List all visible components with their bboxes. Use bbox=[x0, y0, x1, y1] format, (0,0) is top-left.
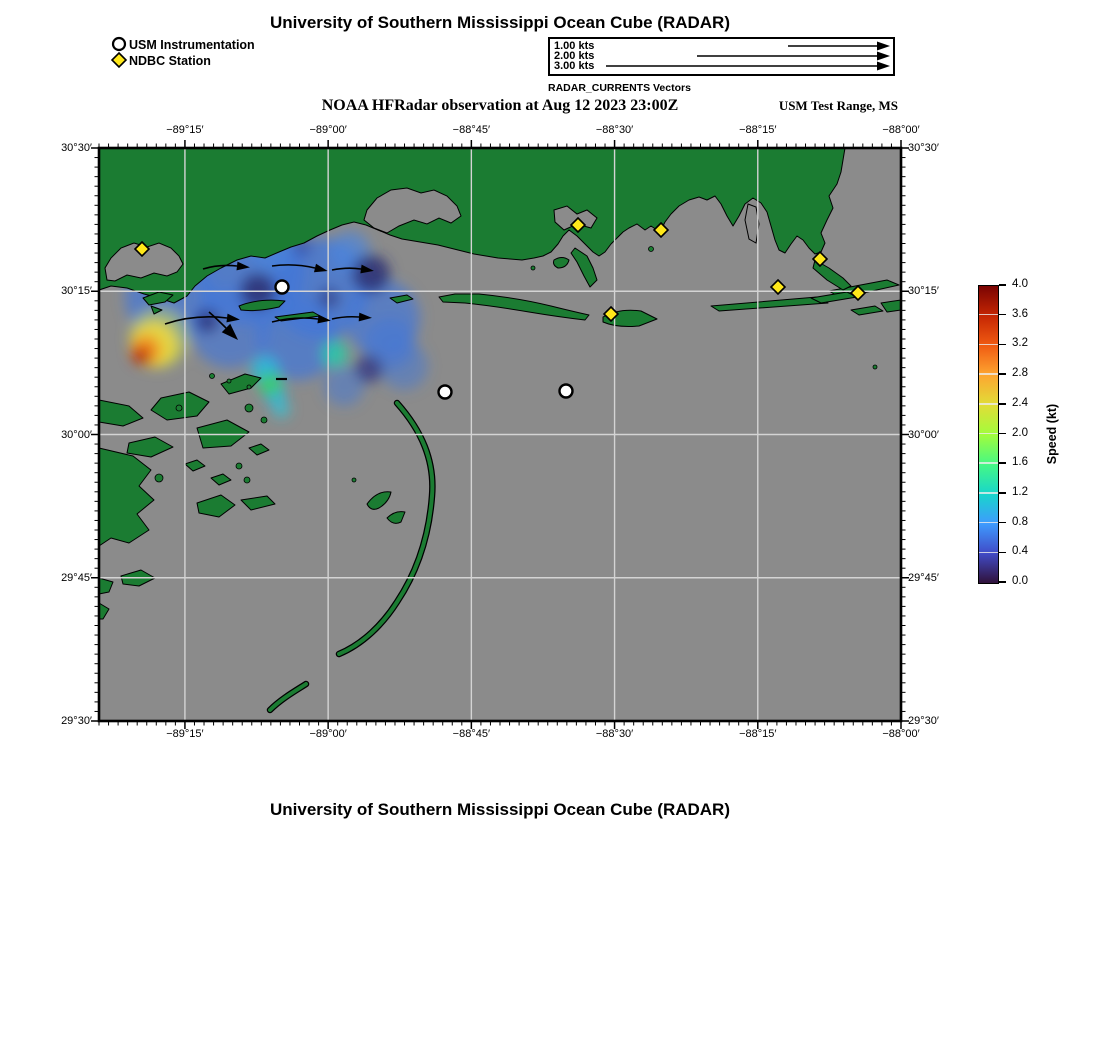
map-canvas bbox=[99, 148, 901, 721]
colorbar-tick-label: 4.0 bbox=[1012, 278, 1028, 290]
map-subtitle: NOAA HFRadar observation at Aug 12 2023 23:00Z bbox=[321, 97, 679, 114]
colorbar-title: Speed (kt) bbox=[1045, 403, 1059, 465]
islet-dot bbox=[227, 379, 231, 383]
y-axis-label-left: 30°30′ bbox=[61, 142, 92, 154]
y-axis-label-left: 29°30′ bbox=[61, 715, 92, 727]
colorbar-tick bbox=[999, 314, 1006, 316]
x-axis-label-bottom: −88°00′ bbox=[882, 728, 920, 740]
speed-blob bbox=[318, 287, 340, 309]
colorbar-tick-label: 0.4 bbox=[1012, 545, 1028, 558]
usm-circle-icon bbox=[113, 38, 125, 50]
usm-station-marker bbox=[439, 386, 452, 399]
colorbar-tick-label: 0.8 bbox=[1012, 515, 1028, 528]
scale-arrow-head bbox=[877, 52, 890, 61]
colorbar-tick-label: 2.4 bbox=[1012, 396, 1028, 409]
page-title: University of Southern Mississippi Ocean Cube (RADAR) bbox=[269, 13, 730, 32]
colorbar-tick bbox=[999, 433, 1006, 435]
colorbar-tick bbox=[999, 552, 1006, 554]
x-axis-label-bottom: −89°00′ bbox=[309, 728, 347, 740]
colorbar-tick-label: 3.6 bbox=[1012, 307, 1028, 320]
islet-dot bbox=[244, 477, 250, 483]
vector-scale-caption: RADAR_CURRENTS Vectors bbox=[548, 82, 691, 94]
usm-station-marker bbox=[560, 385, 573, 398]
speed-blob bbox=[322, 341, 348, 367]
vector-scale-2kt-label: 2.00 kts bbox=[554, 50, 595, 62]
colorbar-tick bbox=[999, 462, 1006, 464]
y-axis-label-left: 30°00′ bbox=[61, 428, 92, 441]
speed-blob bbox=[272, 400, 290, 418]
y-axis-label-left: 30°15′ bbox=[61, 285, 92, 298]
colorbar-tick bbox=[999, 344, 1006, 346]
colorbar-tick-label: 0.0 bbox=[1012, 575, 1028, 587]
colorbar-tick-label: 1.2 bbox=[1012, 485, 1028, 498]
colorbar-tick bbox=[999, 522, 1006, 524]
x-axis-label-bottom: −89°15′ bbox=[166, 728, 204, 740]
speed-blob bbox=[258, 372, 282, 396]
colorbar-tick-label: 1.6 bbox=[1012, 456, 1028, 469]
islet-dot bbox=[247, 385, 251, 389]
legend-ndbc-label: NDBC Station bbox=[129, 54, 211, 68]
x-axis-label-top: −89°00′ bbox=[309, 124, 347, 136]
speed-blob bbox=[355, 355, 383, 383]
islet-dot bbox=[155, 474, 163, 482]
islet-dot bbox=[649, 247, 654, 252]
colorbar-tick bbox=[999, 373, 1006, 375]
y-axis-label-right: 30°00′ bbox=[908, 428, 939, 441]
colorbar-tick-label: 3.2 bbox=[1012, 337, 1028, 350]
islet-dot bbox=[236, 463, 242, 469]
range-label: USM Test Range, MS bbox=[778, 98, 898, 113]
colorbar-tick bbox=[999, 492, 1006, 494]
vector-scale-3kt-label: 3.00 kts bbox=[554, 60, 595, 72]
colorbar-tick-label: 2.0 bbox=[1012, 426, 1028, 439]
vector-scale-box bbox=[548, 37, 895, 76]
usm-station-marker bbox=[276, 281, 289, 294]
legend-usm-label: USM Instrumentation bbox=[129, 38, 255, 52]
islet-dot bbox=[210, 374, 215, 379]
colorbar-tick bbox=[999, 284, 1006, 286]
y-axis-label-right: 29°45′ bbox=[908, 571, 939, 584]
colorbar-tick bbox=[999, 403, 1006, 405]
x-axis-label-bottom: −88°45′ bbox=[452, 728, 491, 740]
vector-scale-1kt-label: 1.00 kts bbox=[554, 40, 595, 52]
islet-dot bbox=[352, 478, 356, 482]
colorbar bbox=[978, 285, 999, 584]
vector-scale-arrows bbox=[550, 39, 893, 74]
islet-dot bbox=[261, 417, 267, 423]
x-axis-label-top: −88°15′ bbox=[739, 124, 777, 136]
islet-dot bbox=[531, 266, 535, 270]
speed-blob bbox=[195, 309, 219, 333]
islet-dot bbox=[176, 405, 182, 411]
x-axis-label-top: −88°45′ bbox=[452, 124, 491, 136]
islet-dot bbox=[873, 365, 877, 369]
scale-arrow-head bbox=[877, 62, 890, 71]
x-axis-label-bottom: −88°15′ bbox=[739, 728, 777, 740]
speed-blob bbox=[138, 352, 148, 362]
x-axis-label-top: −88°30′ bbox=[595, 124, 634, 136]
x-axis-label-top: −89°15′ bbox=[166, 124, 204, 136]
y-axis-label-right: 29°30′ bbox=[908, 715, 939, 727]
y-axis-label-right: 30°30′ bbox=[908, 142, 939, 154]
y-axis-label-right: 30°15′ bbox=[908, 285, 939, 298]
x-axis-label-top: −88°00′ bbox=[882, 124, 920, 136]
colorbar-tick bbox=[999, 581, 1006, 583]
speed-blob bbox=[352, 255, 390, 293]
footer-title: University of Southern Mississippi Ocean Cube (RADAR) bbox=[269, 800, 730, 819]
ndbc-diamond-icon bbox=[112, 53, 126, 67]
islet-dot bbox=[245, 404, 253, 412]
colorbar-tick-label: 2.8 bbox=[1012, 367, 1028, 380]
scale-arrow-head bbox=[877, 42, 890, 51]
y-axis-label-left: 29°45′ bbox=[61, 571, 92, 584]
x-axis-label-bottom: −88°30′ bbox=[595, 728, 634, 740]
